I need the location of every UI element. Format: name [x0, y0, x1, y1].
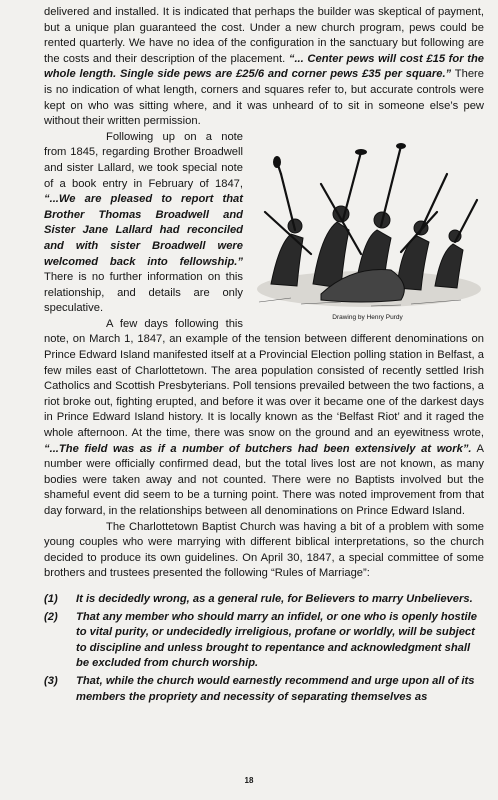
rule-item: (2) That any member who should marry an infidel, or one who is openly hostile to vital purity, or undecidedly irreligious, profane or worldly, will be subject to discipline and unless brought to repentance and acknowledgment shall be excluded from church worship. — [44, 610, 477, 670]
riot-illustration — [251, 134, 484, 330]
reconciliation-quote: “...We are pleased to report that Brother Thomas Broadwell and Sister Jane Lallard had reconciled and with sister Broadwell were welcomed back into fellowship.” — [44, 193, 243, 268]
rule-item: (3) That, while the church would earnestly recommend and urge upon all of its members the propriety and necessity of separating themselves as — [44, 674, 475, 703]
pew-cost-quote: “... Center pews will cost £15 for the whole length. Single side pews are £25/6 and corner pews £35 per square.” — [44, 52, 485, 81]
rule-item: (1) It is decidedly wrong, as a general rule, for Believers to marry Unbelievers. — [44, 592, 473, 605]
riot-drawing-icon — [251, 134, 481, 312]
rules-of-marriage-list — [44, 592, 484, 705]
paragraph-marriage: The Charlottetown Baptist Church was having a bit of a problem with some young couples who were marrying with different biblical interpretations, so the church decided to produce its own guidelines. On April 30, 1847, a special committee of some brothers and trustees presented the following “Rules of Marriage”: — [44, 520, 484, 580]
paragraph-belfast-riot: A few days following this note, on March 1, 1847, an example of the tension between different denominations on Prince Edward Island manifested itself at a Provincial Election polling station in Belfast, a few miles east of Charlottetown. The area population consisted of recently settled Irish Catholics and Scottish Presbyterians. Poll tensions prevailed between the two factions, a riot broke out, fighting erupted, and before it was over it became one of the darkest days in Prince Edward Island history. It is locally known as the ‘Belfast Riot’ and it raged the whole afternoon. At the time, there was snow on the ground and an eyewitness wrote, “...The field was as if a number of butchers had been extensively at work”. A number were officially confirmed dead, but the total lives lost are not known, as many bodies were taken away and not counted. There were no Baptists involved but the shameful event did seem to be a turning point. There was noted improvement from that day forward, in the relationships between all denominations on Prince Edward Island. — [44, 317, 485, 517]
paragraph-reconciliation: Following up on a note from 1845, regarding Brother Broadwell and sister Lallard, we took special note of a book entry in February of 1847, “...We are pleased to report that Brother Thomas Broadwell and Sister Jane Lallard had reconciled and with sister Broadwell were welcomed back into fellowship.” There is no further information on this relationship, and details are only speculative. — [44, 130, 243, 315]
page-number: 18 — [244, 776, 254, 785]
page-body — [44, 5, 484, 707]
figure-caption: Drawing by Henry Purdy — [332, 313, 403, 321]
eyewitness-quote: “...The field was as if a number of butchers had been extensively at work”. — [44, 442, 472, 455]
paragraph-pews: delivered and installed. It is indicated that perhaps the builder was skeptical of payment, but a unique plan guaranteed the cost. Under a new church program, pews could be rented quarterly. We have no idea of the configuration in the sanctuary but following are the costs and their description of the placement. “... Center pews will cost £15 for the whole length. Single side pews are £25/6 and corner pews £35 per square.” There is no indication of what length, corners and squares refer to, but accurate controls were kept on who was sitting where, and it was unheard of to sit in someone else’s pew without their written permission. — [44, 6, 485, 128]
